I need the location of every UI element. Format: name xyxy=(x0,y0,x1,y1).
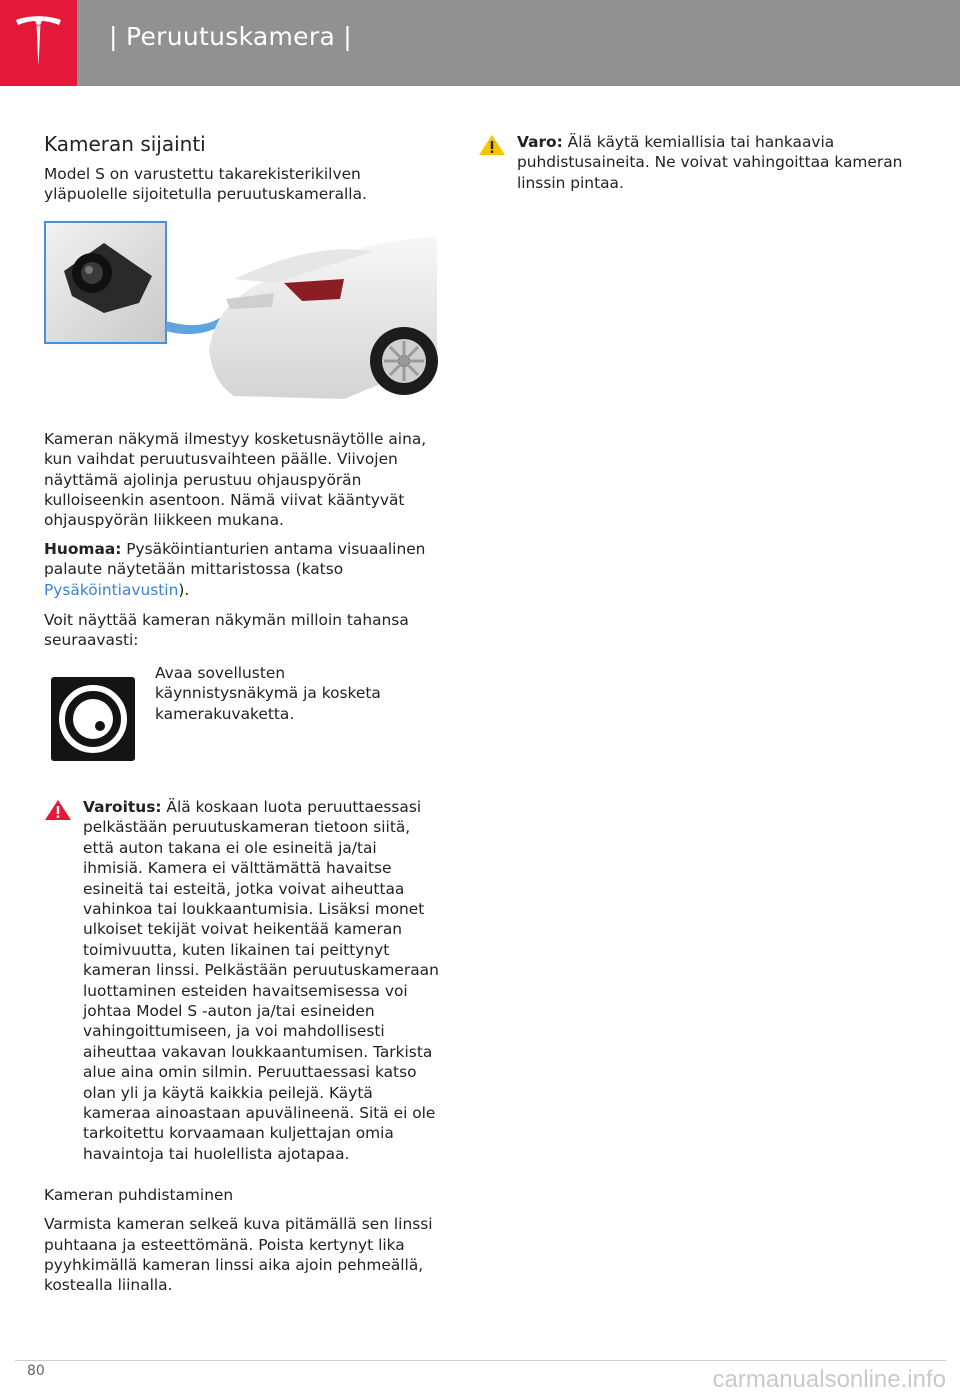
right-column xyxy=(478,128,918,193)
warning-triangle-icon xyxy=(44,799,72,1164)
camera-instruction xyxy=(44,663,440,761)
parking-assist-link[interactable]: Pysäköintiavustin xyxy=(44,580,179,599)
instruction-text: Avaa sovellusten käynnistysnäkymä ja kosketa kamerakuvaketta. xyxy=(155,663,381,723)
page-header xyxy=(0,0,960,86)
camera-app-icon xyxy=(51,677,135,761)
tesla-logo-icon xyxy=(0,0,77,86)
warning-text xyxy=(83,797,440,1164)
watermark: carmanualsonline.info xyxy=(712,1366,946,1393)
body-paragraph-2: Voit näyttää kameran näkymän milloin tahansa seuraavasti: xyxy=(44,611,409,650)
page-title: | Peruutuskamera | xyxy=(109,22,353,51)
camera-location-illustration xyxy=(44,221,438,411)
caution-body: Älä käytä kemiallisia tai hankaavia puhdistusaineita. Ne voivat vahingoittaa kameran linssin pintaa. xyxy=(517,133,903,192)
caution-text xyxy=(517,132,918,193)
intro-paragraph: Model S on varustettu takarekisterikilven yläpuolelle sijoitetulla peruutuskameralla. xyxy=(44,165,367,204)
note-paragraph xyxy=(44,539,440,600)
footer-divider xyxy=(15,1360,946,1361)
warning-body: Älä koskaan luota peruuttaessasi pelkästään peruutuskameran tietoon siitä, että auton takana ei ole esineitä ja/tai ihmisiä. Kamera ei välttämättä havaitse esineitä tai esteitä, jotka voivat aiheuttaa vahinkoa tai loukkaantumisia. Lisäksi monet ulkoiset tekijät voivat heikentää kameran toimivuutta, kuten likainen tai peittynyt kameran linssi. Pelkästään peruutuskameraan luottaminen esteiden havaitsemisessa voi johtaa Model S -auton ja/tai esineiden vahingoittumiseen, ja voi mahdollisesti aiheuttaa vakavan loukkaantumisen. Tarkista alue aina omin silmin. Peruuttaessasi katso olan yli ja käytä kaikkia peilejä. Käytä kameraa ainoastaan apuvälineenä. Sitä ei ole tarkoitettu korvaamaan kuljettajan omia havaintoja tai huolellista ajotapaa. xyxy=(83,797,439,1163)
warning-callout xyxy=(44,797,440,1164)
caution-label: Varo: xyxy=(517,133,563,151)
section-heading: Kameran sijainti xyxy=(44,132,206,156)
caution-callout xyxy=(478,132,918,193)
cleaning-paragraph: Varmista kameran selkeä kuva pitämällä sen linssi puhtaana ja esteettömänä. Poista kertynyt lika pyyhkimällä kameran linssi aika ajoin pehmeällä, kostealla liinalla. xyxy=(44,1215,433,1295)
page-number: 80 xyxy=(27,1363,45,1379)
note-label: Huomaa: xyxy=(44,539,122,558)
note-text-end: ). xyxy=(178,580,190,599)
left-column xyxy=(44,128,440,1296)
body-paragraph: Kameran näkymä ilmestyy kosketusnäytölle aina, kun vaihdat peruutusvaihteen päälle. Viivojen näyttämä ajolinja perustuu ohjauspyörän kulloiseenkin asentoon. Nämä viivat kääntyvät ohjauspyörän liikkeen mukana. xyxy=(44,429,427,530)
cleaning-subheading: Kameran puhdistaminen xyxy=(44,1186,234,1205)
caution-triangle-icon xyxy=(478,134,506,193)
note-text-start: Pysäköintianturien antama visuaalinen palaute näytetään mittaristossa (katso xyxy=(44,539,426,579)
warning-label: Varoitus: xyxy=(83,797,162,816)
